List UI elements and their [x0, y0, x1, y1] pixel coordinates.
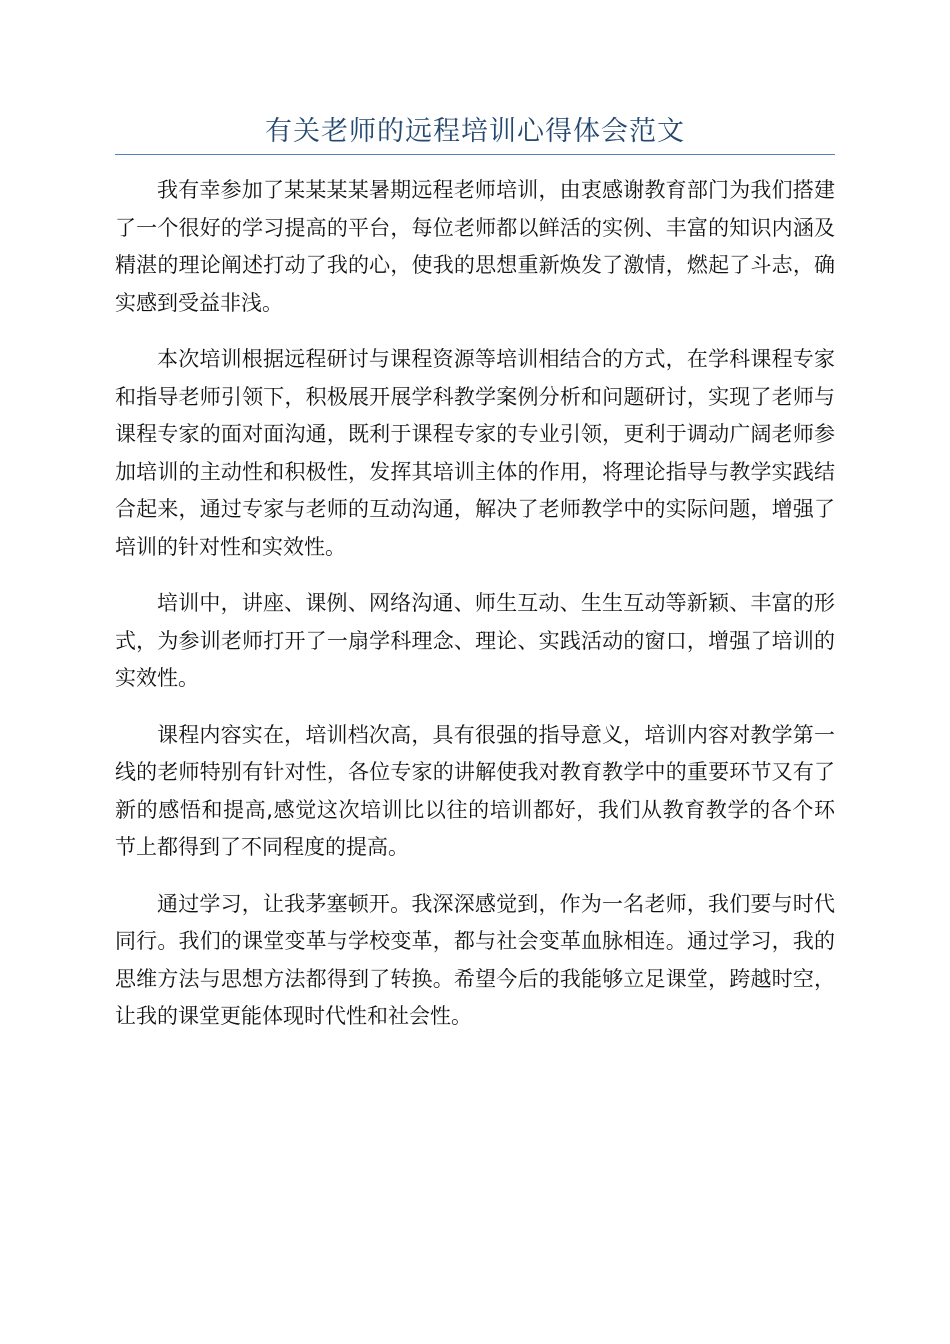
title-underline: [115, 154, 835, 155]
paragraph-2: 本次培训根据远程研讨与课程资源等培训相结合的方式，在学科课程专家和指导老师引领下，积极展开展学科教学案例分析和问题研讨，实现了老师与课程专家的面对面沟通，既利于课程专家的专业引领，更利于调动广阔老师参加培训的主动性和积极性，发挥其培训主体的作用，将理论指导与教学实践结合起来，通过专家与老师的互动沟通，解决了老师教学中的实际问题，增强了培训的针对性和实效性。: [115, 347, 835, 559]
document-title: 有关老师的远程培训心得体会范文: [265, 116, 685, 147]
paragraph-3: 培训中，讲座、课例、网络沟通、师生互动、生生互动等新颖、丰富的形式，为参训老师打开了一扇学科理念、理论、实践活动的窗口，增强了培训的实效性。: [115, 591, 835, 690]
paragraph-1: 我有幸参加了某某某某暑期远程老师培训，由衷感谢教育部门为我们搭建了一个很好的学习提高的平台，每位老师都以鲜活的实例、丰富的知识内涵及精湛的理论阐述打动了我的心，使我的思想重新焕发了激情，燃起了斗志，确实感到受益非浅。: [115, 178, 835, 315]
paragraph-4: 课程内容实在，培训档次高，具有很强的指导意义，培训内容对教学第一线的老师特别有针对性，各位专家的讲解使我对教育教学中的重要环节又有了新的感悟和提高,感觉这次培训比以往的培训都好，我们从教育教学的各个环节上都得到了不同程度的提高。: [115, 722, 835, 859]
paragraph-5: 通过学习，让我茅塞顿开。我深深感觉到，作为一名老师，我们要与时代同行。我们的课堂变革与学校变革，都与社会变革血脉相连。通过学习，我的思维方法与思想方法都得到了转换。希望今后的我能够立足课堂，跨越时空，让我的课堂更能体现时代性和社会性。: [115, 891, 835, 1028]
document-body: [115, 172, 835, 1055]
